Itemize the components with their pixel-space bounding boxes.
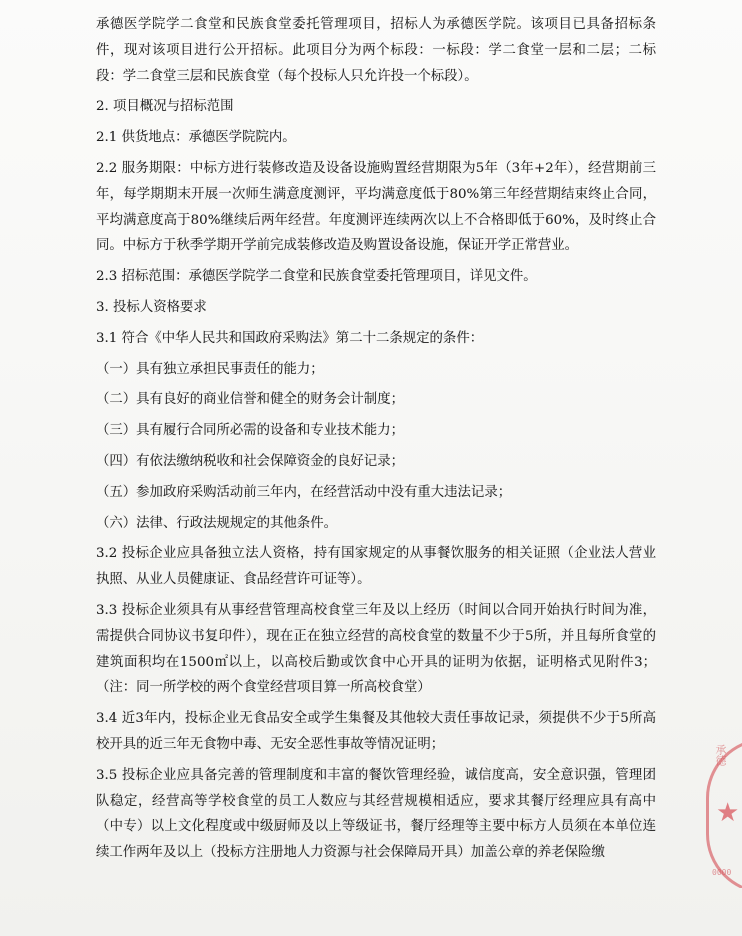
clause-2-1: 2.1 供货地点：承德医学院院内。 (96, 130, 296, 146)
condition-item-2: （二）具有良好的商业信誉和健全的财务会计制度； (96, 392, 404, 408)
condition-item-4: （四）有依法缴纳税收和社会保障资金的良好记录； (96, 453, 404, 469)
section-heading-qualifications: 3. 投标人资格要求 (96, 299, 207, 315)
clause-3-5: 3.5 投标企业应具备完善的管理制度和丰富的餐饮管理经验，诚信度高，安全意识强，管理团队稳定，经营高等学校食堂的员工人数应与其经营规模相适应，要求其餐厅经理应具有高中（中专）以上文化程度或中级厨师及以上等级证书，餐厅经理等主要中标方人员须在本单位连续工作两年及以上（投标方注册地人力资源与社会保障局开具）加盖公章的养老保险缴 (96, 767, 656, 861)
clause-3-1: 3.1 符合《中华人民共和国政府采购法》第二十二条规定的条件： (96, 330, 484, 346)
condition-item-3: （三）具有履行合同所必需的设备和专业技术能力； (96, 423, 404, 439)
official-seal-stamp (706, 738, 742, 888)
condition-item-1: （一）具有独立承担民事责任的能力； (96, 361, 324, 377)
section-heading-project-overview: 2. 项目概况与招标范围 (96, 99, 234, 115)
document-body (96, 12, 656, 871)
star-icon: ★ (716, 798, 740, 828)
clause-2-3: 2.3 招标范围：承德医学院学二食堂和民族食堂委托管理项目，详见文件。 (96, 269, 537, 285)
intro-paragraph: 承德医学院学二食堂和民族食堂委托管理项目，招标人为承德医学院。该项目已具备招标条件，现对该项目进行公开招标。此项目分为两个标段：一标段：学二食堂一层和二层；二标段：学二食堂三层和民族食堂（每个投标人只允许投一个标段）。 (96, 17, 656, 84)
condition-item-5: （五）参加政府采购活动前三年内，在经营活动中没有重大违法记录； (96, 484, 512, 500)
condition-item-6: （六）法律、行政法规规定的其他条件。 (96, 515, 338, 531)
clause-3-2: 3.2 投标企业应具备独立法人资格，持有国家规定的从事餐饮服务的相关证照（企业法人营业执照、从业人员健康证、食品经营许可证等）。 (96, 546, 656, 588)
seal-code: 0000 (712, 868, 732, 877)
clause-3-4: 3.4 近3年内，投标企业无食品安全或学生集餐及其他较大责任事故记录，须提供不少于5所高校开具的近三年无食物中毒、无安全恶性事故等情况证明； (96, 711, 656, 752)
clause-3-3: 3.3 投标企业须具有从事经营管理高校食堂三年及以上经历（时间以合同开始执行时间为准，需提供合同协议书复印件），现在正在独立经营的高校食堂的数量不少于5所，并且每所食堂的建筑面积均在1500㎡以上，以高校后勤或饮食中心开具的证明为依据，证明格式见附件3；（注：同一所学校的两个食堂经营项目算一所高校食堂） (96, 602, 656, 696)
seal-text: 承德 (714, 744, 727, 766)
clause-2-2: 2.2 服务期限：中标方进行装修改造及设备设施购置经营期限为5年（3年+2年），经营期前三年，每学期期末开展一次师生满意度测评，平均满意度低于80%第三年经营期结束终止合同，平均满意度高于80%继续后两年经营。年度测评连续两次以上不合格即低于60%，及时终止合同。中标方于秋季学期开学前完成装修改造及购置设备设施，保证开学正常营业。 (96, 160, 656, 254)
